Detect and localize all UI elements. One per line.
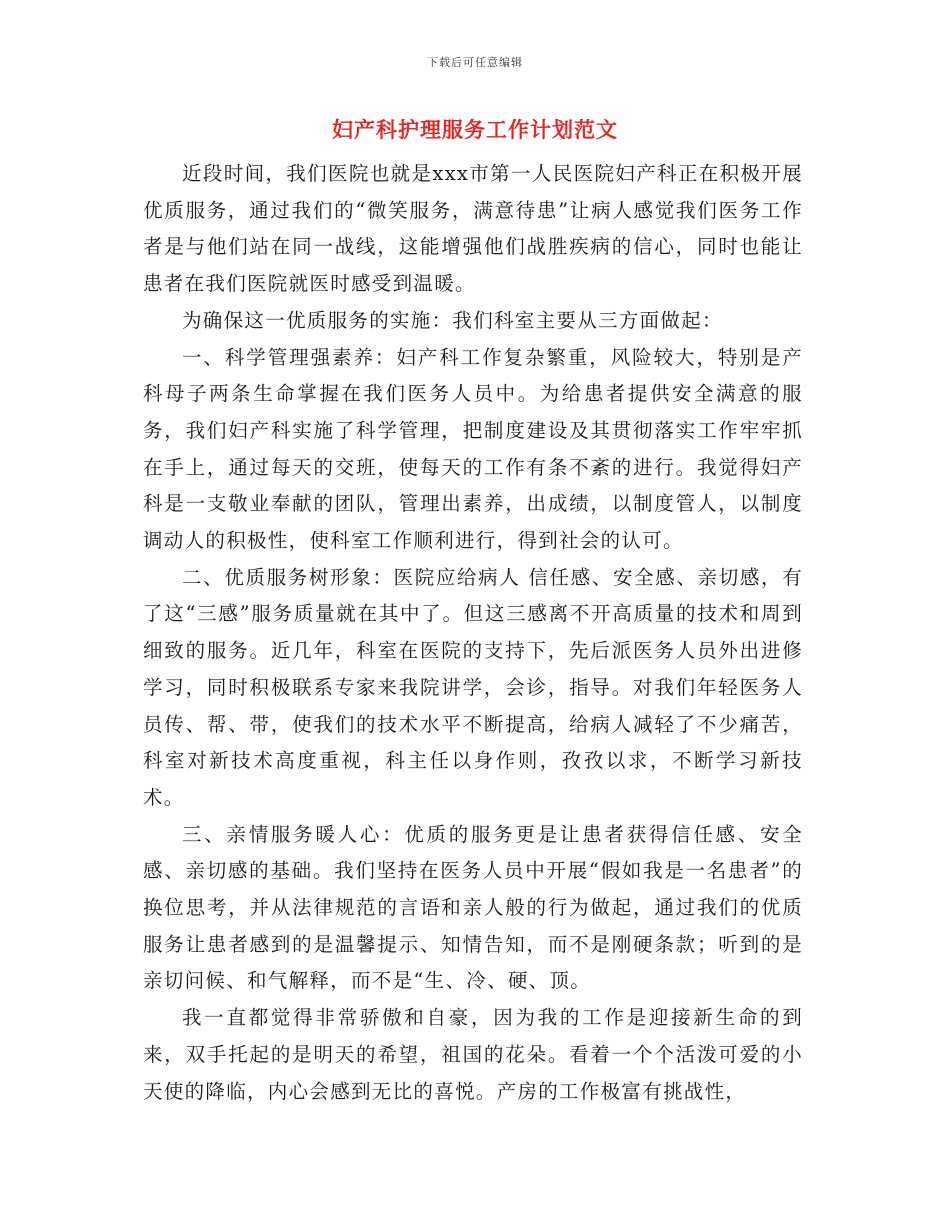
- document-body: [143, 156, 803, 1110]
- paragraph-section-3: 三、亲情服务暖人心：优质的服务更是让患者获得信任感、安全感、亲切感的基础。我们坚持在医务人员中开展“假如我是一名患者”的换位思考，并从法律规范的言语和亲人般的行为做起，通过我们的优质服务让患者感到的是温馨提示、知情告知，而不是刚硬条款；听到的是亲切问候、和气解释，而不是“生、冷、硬、顶。: [143, 822, 803, 993]
- paragraph-section-1: 一、科学管理强素养：妇产科工作复杂繁重，风险较大，特别是产科母子两条生命掌握在我们医务人员中。为给患者提供安全满意的服务，我们妇产科实施了科学管理，把制度建设及其贯彻落实工作牢牢抓在手上，通过每天的交班，使每天的工作有条不紊的进行。我觉得妇产科是一支敬业奉献的团队，管理出素养，出成绩，以制度管人，以制度调动人的积极性，使科室工作顺利进行，得到社会的认可。: [143, 345, 803, 553]
- paragraph-closing: 我一直都觉得非常骄傲和自豪，因为我的工作是迎接新生命的到来，双手托起的是明天的希望，祖国的花朵。看着一个个活泼可爱的小天使的降临，内心会感到无比的喜悦。产房的工作极富有挑战性，: [143, 1006, 803, 1103]
- header-note: 下载后可任意编辑: [427, 56, 523, 69]
- document-title: 妇产科护理服务工作计划范文: [332, 117, 618, 142]
- paragraph-section-2: 二、优质服务树形象：医院应给病人 信任感、安全感、亲切感，有了这“三感”服务质量就在其中了。但这三感离不开高质量的技术和周到细致的服务。近几年，科室在医院的支持下，先后派医务人员外出进修学习，同时积极联系专家来我院讲学，会诊，指导。对我们年轻医务人员传、帮、带，使我们的技术水平不断提高，给病人减轻了不少痛苦，科室对新技术高度重视，科主任以身作则，孜孜以求，不断学习新技术。: [143, 565, 803, 809]
- paragraph-overview: 为确保这一优质服务的实施：我们科室主要从三方面做起：: [182, 308, 723, 332]
- paragraph-intro: 近段时间，我们医院也就是xxx市第一人民医院妇产科正在积极开展优质服务，通过我们的“微笑服务，满意待患”让病人感觉我们医务工作者是与他们站在同一战线，这能增强他们战胜疾病的信心，同时也能让患者在我们医院就医时感受到温暖。: [143, 162, 803, 296]
